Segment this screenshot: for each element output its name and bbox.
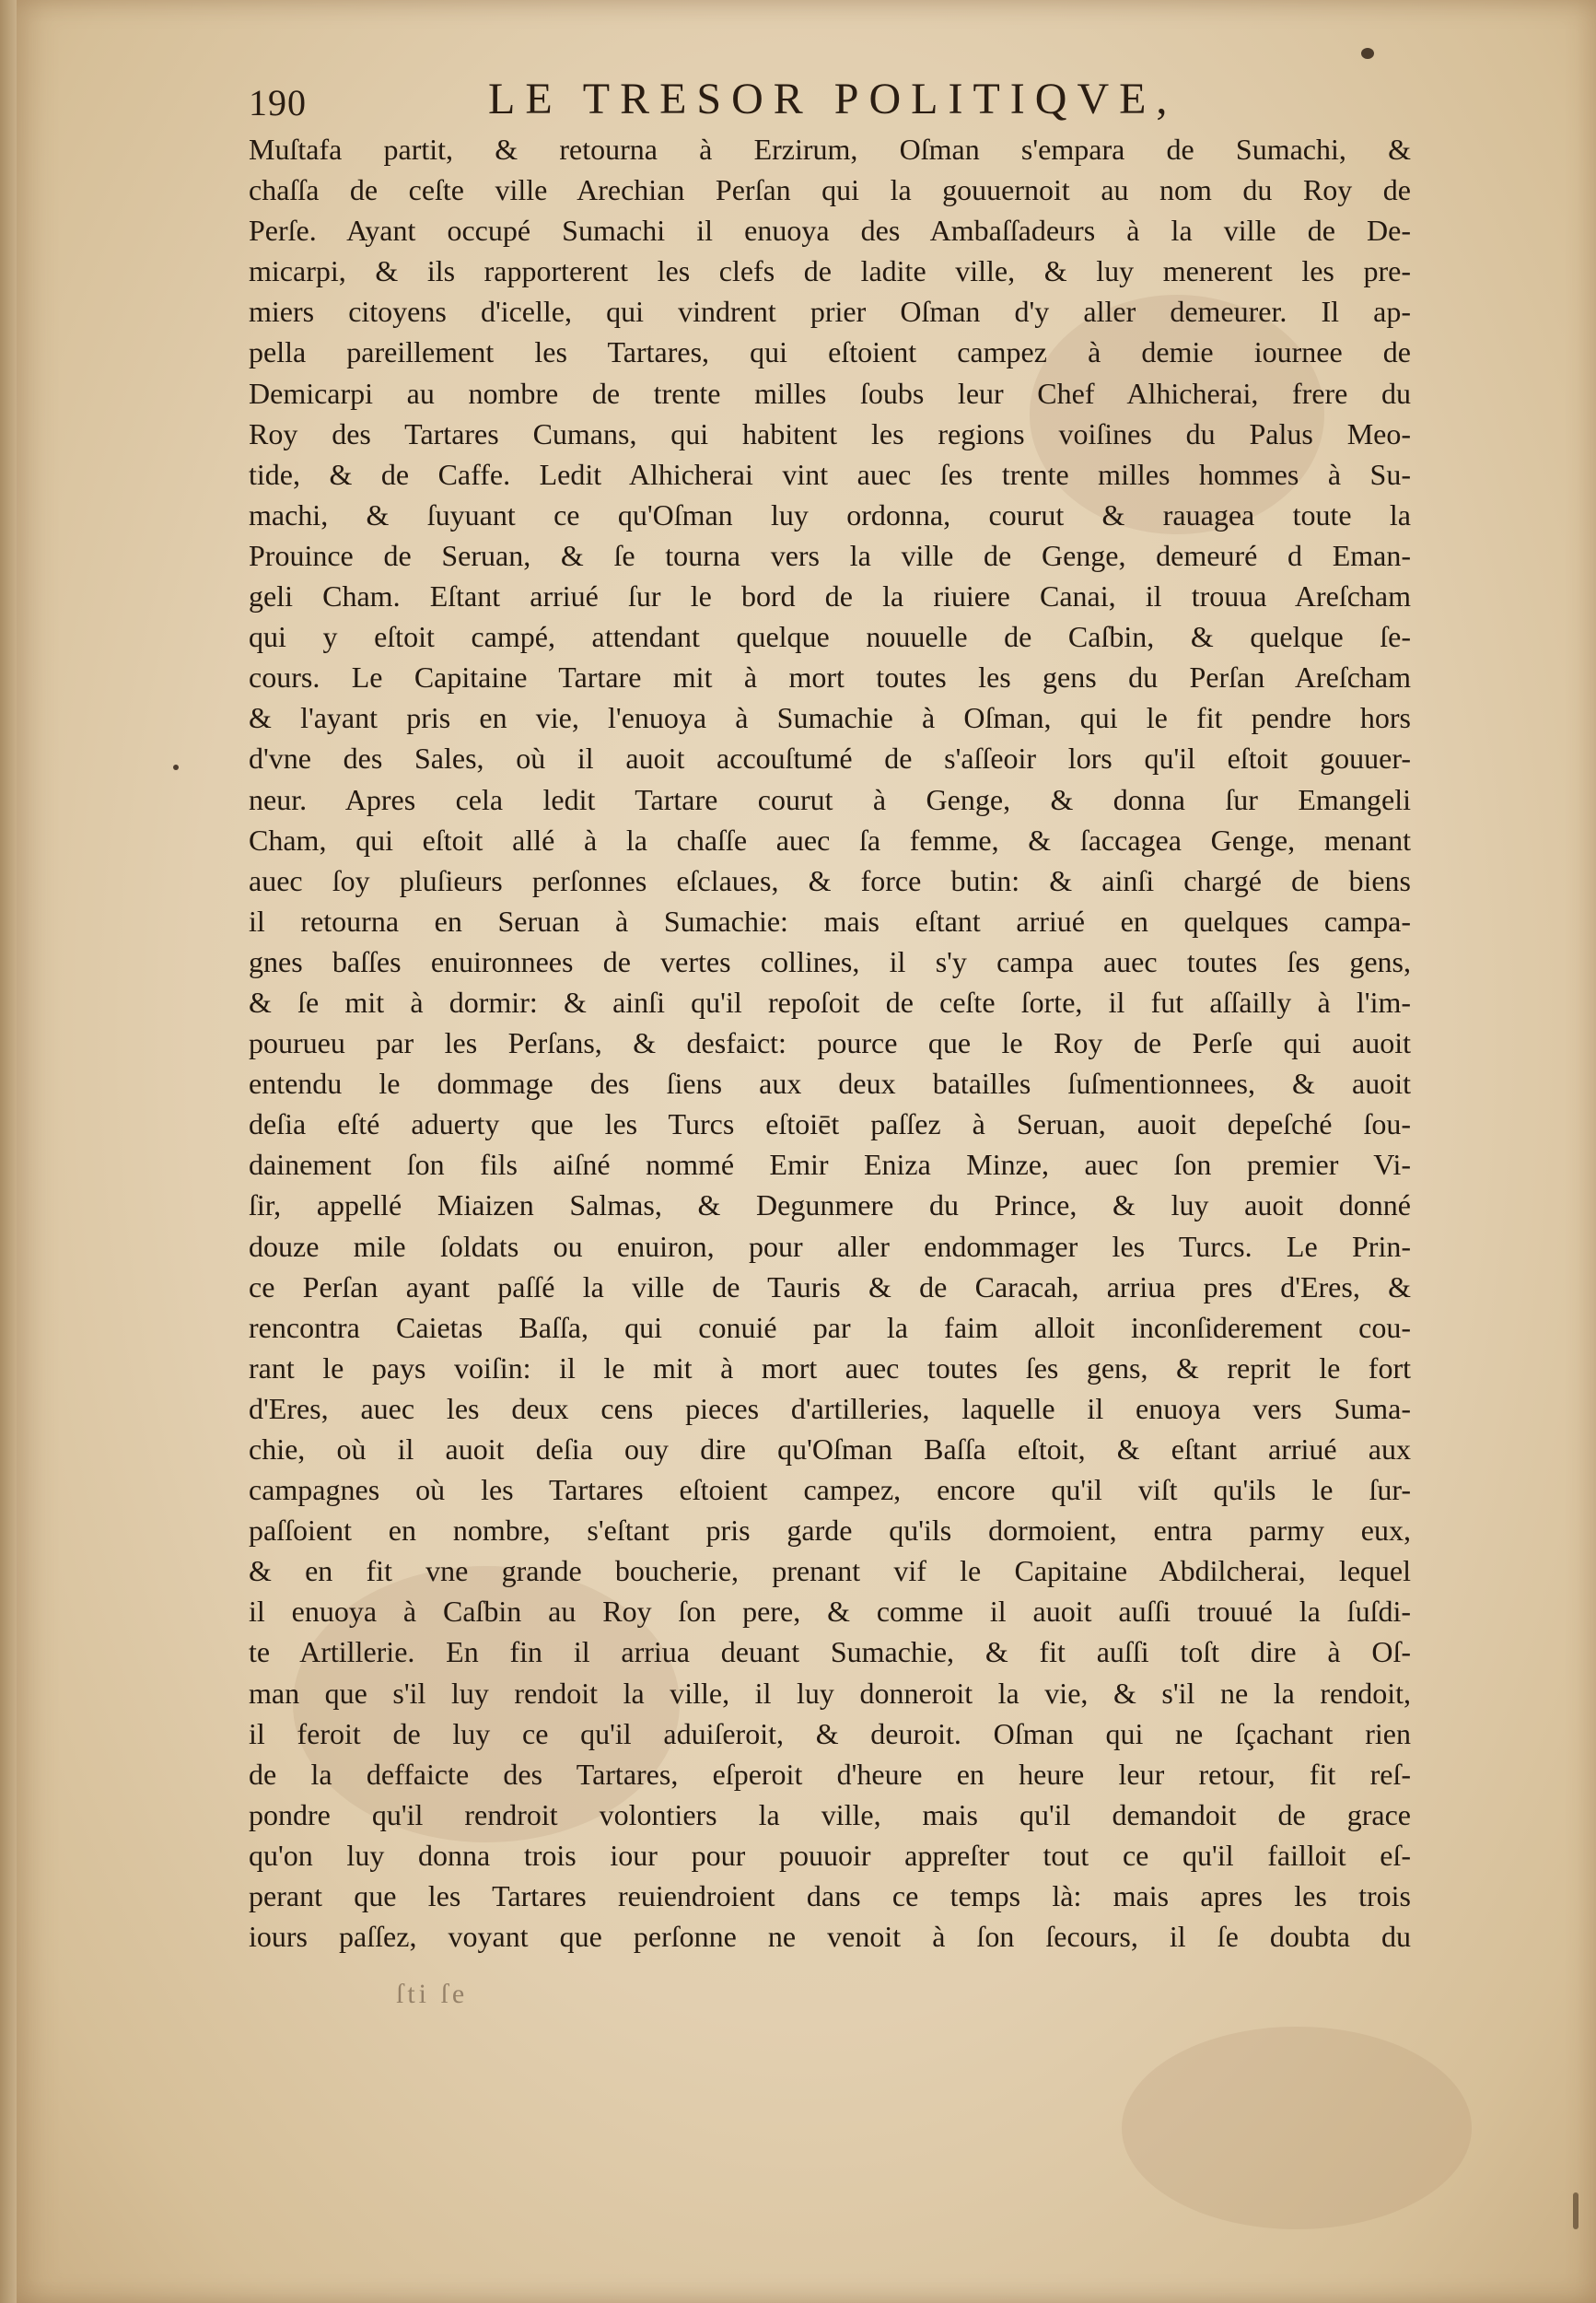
text-line: pourueu par les Perſans, & desfaict: pource que le Roy de Perſe qui auoit <box>249 1026 1411 1060</box>
text-line: iours paſſez, voyant que perſonne ne venoit à ſon ſecours, il ſe doubta du <box>249 1920 1411 1954</box>
body-text <box>249 129 1411 1957</box>
ink-spot <box>1361 48 1374 59</box>
text-line: & en fit vne grande boucherie, prenant vif le Capitaine Abdilcherai, lequel <box>249 1554 1411 1588</box>
text-line: auec ſoy pluſieurs perſonnes eſclaues, & force butin: & ainſi chargé de biens <box>249 863 1411 897</box>
text-line: Perſe. Ayant occupé Sumachi il enuoya des Ambaſſadeurs à la ville de De- <box>249 214 1411 248</box>
text-line: chaſſa de ceſte ville Arechian Perſan qui la gouuernoit au nom du Roy de <box>249 173 1411 207</box>
text-line: micarpi, & ils rapporterent les clefs de ladite ville, & luy menerent les pre- <box>249 254 1411 288</box>
text-line: il retourna en Seruan à Sumachie: mais eſtant arriué en quelques campa- <box>249 904 1411 938</box>
ink-spot <box>1573 2192 1579 2229</box>
text-line: tide, & de Caffe. Ledit Alhicherai vint auec ſes trente milles hommes à Su- <box>249 457 1411 491</box>
text-line: entendu le dommage des ſiens aux deux batailles ſuſmentionnees, & auoit <box>249 1067 1411 1101</box>
text-line: qu'on luy donna trois iour pour pouuoir appreſter tout ce qu'il failloit eſ- <box>249 1838 1411 1872</box>
text-line: ſir, appellé Miaizen Salmas, & Degunmere du Prince, & luy auoit donné <box>249 1188 1411 1222</box>
text-line: rencontra Caietas Baſſa, qui conuié par la faim alloit inconſiderement cou- <box>249 1310 1411 1344</box>
text-line: douze mile ſoldats ou enuiron, pour aller endommager les Turcs. Le Prin- <box>249 1229 1411 1263</box>
page-left-edge <box>0 0 17 2303</box>
text-line: rant le pays voiſin: il le mit à mort auec toutes ſes gens, & reprit le fort <box>249 1350 1411 1385</box>
text-line: Cham, qui eſtoit allé à la chaſſe auec ſa femme, & ſaccagea Genge, menant <box>249 823 1411 857</box>
text-line: qui y eſtoit campé, attendant quelque nouuelle de Caſbin, & quelque ſe- <box>249 620 1411 654</box>
text-line: Demicarpi au nombre de trente milles ſoubs leur Chef Alhicherai, frere du <box>249 376 1411 410</box>
text-line: Muſtafa partit, & retourna à Erzirum, Oſman s'empara de Sumachi, & <box>249 133 1411 166</box>
text-line: machi, & ſuyuant ce qu'Oſman luy ordonna, courut & rauagea toute la <box>249 497 1411 532</box>
page-number: 190 <box>249 82 307 123</box>
text-line: Roy des Tartares Cumans, qui habitent les regions voiſines du Palus Meo- <box>249 416 1411 450</box>
text-line: d'Eres, auec les deux cens pieces d'artilleries, laquelle il enuoya vers Suma- <box>249 1391 1411 1425</box>
text-line: miers citoyens d'icelle, qui vindrent prier Oſman d'y aller demeurer. Il ap- <box>249 295 1411 329</box>
page-header <box>249 74 1197 129</box>
faint-marginalia: ſti ſe <box>396 1979 469 2009</box>
text-line: gnes baſſes enuironnees de vertes collines, il s'y campa auec toutes ſes gens, <box>249 944 1411 978</box>
paper-stain <box>1122 2027 1472 2229</box>
text-line: campagnes où les Tartares eſtoient campez, encore qu'il viſt qu'ils le ſur- <box>249 1473 1411 1507</box>
text-line: chie, où il auoit deſia ouy dire qu'Oſman Baſſa eſtoit, & eſtant arriué aux <box>249 1432 1411 1466</box>
text-line: ce Perſan ayant paſſé la ville de Tauris & de Caracah, arriua pres d'Eres, & <box>249 1269 1411 1303</box>
text-line: d'vne des Sales, où il auoit accouſtumé de s'aſſeoir lors qu'il eſtoit gouuer- <box>249 742 1411 776</box>
text-line: te Artillerie. En fin il arriua deuant Sumachie, & fit auſſi toſt dire à Oſ- <box>249 1635 1411 1669</box>
text-line: pella pareillement les Tartares, qui eſtoient campez à demie iournee de <box>249 335 1411 369</box>
text-line: neur. Apres cela ledit Tartare courut à Genge, & donna ſur Emangeli <box>249 782 1411 816</box>
text-line: geli Cham. Eſtant arriué ſur le bord de la riuiere Canai, il trouua Areſcham <box>249 579 1411 614</box>
text-line: il enuoya à Caſbin au Roy ſon pere, & comme il auoit auſſi trouué la ſuſdi- <box>249 1595 1411 1629</box>
text-line: cours. Le Capitaine Tartare mit à mort toutes les gens du Perſan Areſcham <box>249 661 1411 695</box>
ink-spot <box>173 765 179 770</box>
text-line: & l'ayant pris en vie, l'enuoya à Sumachie à Oſman, qui le fit pendre hors <box>249 701 1411 735</box>
text-line: dainement ſon fils aiſné nommé Emir Eniza Minze, auec ſon premier Vi- <box>249 1148 1411 1182</box>
text-line: & ſe mit à dormir: & ainſi qu'il repoſoit de ceſte ſorte, il fut aſſailly à l'im- <box>249 985 1411 1019</box>
text-line: Prouince de Seruan, & ſe tourna vers la ville de Genge, demeuré d Eman- <box>249 538 1411 572</box>
running-title: LE TRESOR POLITIQVE, <box>488 75 1178 123</box>
text-line: paſſoient en nombre, s'eſtant pris garde qu'ils dormoient, entra parmy eux, <box>249 1514 1411 1548</box>
text-line: man que s'il luy rendoit la ville, il luy donneroit la vie, & s'il ne la rendoit, <box>249 1676 1411 1710</box>
text-line: deſia eſté aduerty que les Turcs eſtoiēt paſſez à Seruan, auoit depeſché ſou- <box>249 1107 1411 1141</box>
text-line: il feroit de luy ce qu'il aduiſeroit, & deuroit. Oſman qui ne ſçachant rien <box>249 1716 1411 1750</box>
text-line: de la deffaicte des Tartares, eſperoit d'heure en heure leur retour, fit reſ- <box>249 1757 1411 1791</box>
text-line: pondre qu'il rendroit volontiers la ville, mais qu'il demandoit de grace <box>249 1797 1411 1831</box>
text-line: perant que les Tartares reuiendroient dans ce temps là: mais apres les trois <box>249 1879 1411 1913</box>
